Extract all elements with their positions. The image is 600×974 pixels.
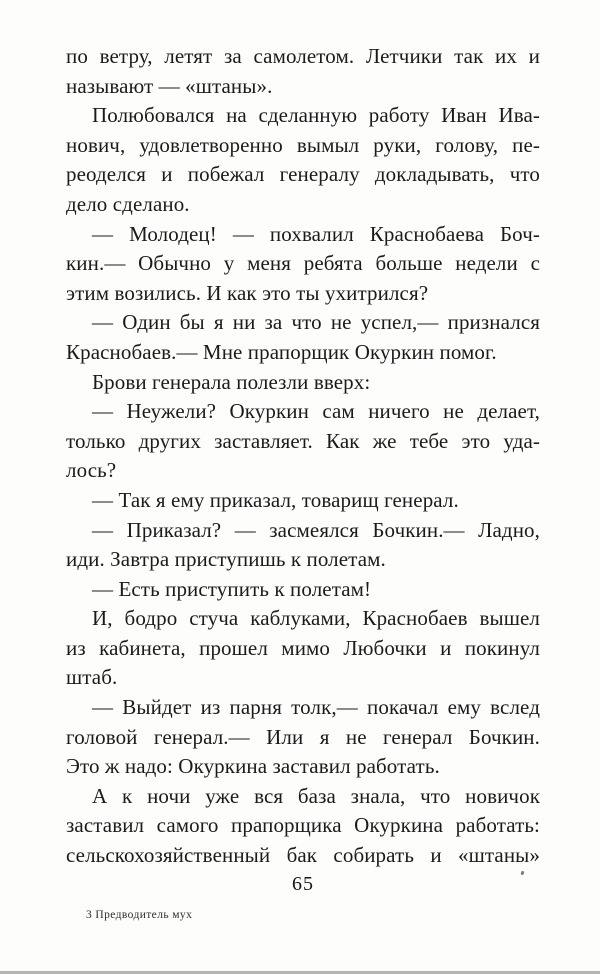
text-line: называют — «штаны». bbox=[66, 73, 273, 98]
text-line: этим возились. И как это ты ухитрился? bbox=[66, 280, 429, 305]
text-line: сельскохозяйственный бак собирать и «штаны» bbox=[66, 843, 540, 868]
text-line: Полюбовался на сделанную работу Иван Ива- bbox=[92, 103, 540, 128]
text-line: по ветру, летят за самолетом. Летчики так их и bbox=[66, 44, 540, 68]
text-line: штаб. bbox=[66, 665, 118, 690]
text-line: головой генерал.— Или я не генерал Бочкин. bbox=[66, 724, 540, 749]
text-line: лось? bbox=[66, 458, 117, 483]
text-line: А к ночи уже вся база знала, что новичок bbox=[92, 783, 540, 808]
text-line: — Выйдет из парня толк,— покачал ему вслед bbox=[92, 695, 540, 720]
text-line: Брови генерала полезли вверх: bbox=[92, 369, 371, 394]
text-line: — Неужели? Окуркин сам ничего не делает, bbox=[92, 399, 540, 424]
text-line: иди. Завтра приступишь к полетам. bbox=[66, 547, 386, 572]
page-text bbox=[66, 42, 540, 871]
text-line: реоделся и побежал генералу докладывать, что bbox=[66, 162, 540, 187]
text-line: И, бодро стуча каблуками, Краснобаев вышел bbox=[92, 606, 540, 631]
text-line: нович, удовлетворенно вымыл руки, голову, пе- bbox=[66, 132, 540, 157]
text-line: из кабинета, прошел мимо Любочки и покинул bbox=[66, 635, 540, 660]
text-line: — Молодец! — похвалил Краснобаева Боч- bbox=[92, 221, 540, 246]
text-line: — Один бы я ни за что не успел,— признался bbox=[92, 310, 540, 335]
text-line: Это ж надо: Окуркина заставил работать. bbox=[66, 754, 440, 779]
text-line: дело сделано. bbox=[66, 191, 190, 216]
text-line: только других заставляет. Как же тебе это уда- bbox=[66, 428, 540, 453]
text-line: — Приказал? — засмеялся Бочкин.— Ладно, bbox=[92, 517, 540, 542]
text-line: кин.— Обычно у меня ребята больше недели с bbox=[66, 251, 540, 276]
page-number: 65 bbox=[292, 873, 314, 895]
text-line: Краснобаев.— Мне прапорщик Окуркин помог. bbox=[66, 339, 497, 364]
text-line: — Так я ему приказал, товарищ генерал. bbox=[92, 487, 459, 512]
print-signature-note: 3 Предводитель мух bbox=[86, 909, 193, 921]
text-line: — Есть приступить к полетам! bbox=[92, 576, 372, 601]
text-line: заставил самого прапорщика Окуркина работать: bbox=[66, 813, 540, 838]
